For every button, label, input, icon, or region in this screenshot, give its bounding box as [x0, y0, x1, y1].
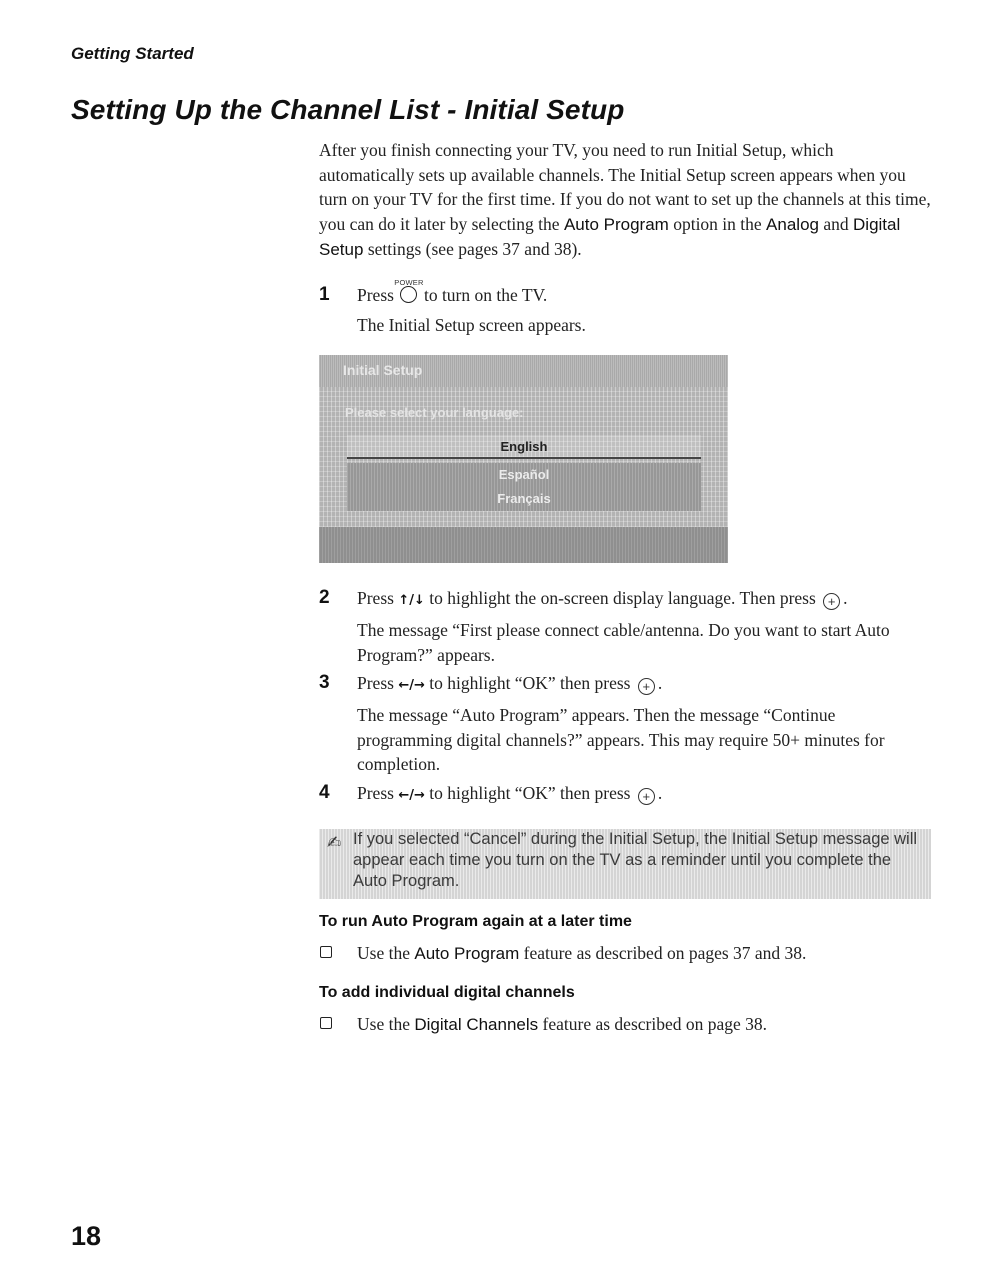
step-text: to highlight “OK” then press [429, 783, 631, 803]
step-text: Press [357, 673, 394, 693]
bullet-auto-program [319, 941, 939, 967]
step-2 [319, 586, 939, 666]
step-text: to highlight the on-screen display language. Then press [429, 588, 816, 608]
language-option-francais[interactable]: Français [347, 487, 701, 511]
note-box [319, 829, 931, 899]
step-text: Press [357, 285, 394, 305]
step-result: The message “First please connect cable/antenna. Do you want to start Auto Program?” appears. [357, 620, 890, 665]
power-button-icon [394, 278, 424, 304]
tv-header [319, 355, 728, 387]
note-pencil-icon: ✍ [327, 833, 342, 853]
page-title: Setting Up the Channel List - Initial Setup [71, 94, 625, 125]
left-right-arrows-icon: ←/→ [398, 678, 425, 693]
step-text: . [843, 588, 848, 608]
step-4 [319, 781, 939, 811]
power-circle-icon [400, 286, 417, 303]
term-analog: Analog [766, 214, 819, 234]
left-right-arrows-icon: ←/→ [398, 788, 425, 803]
subheading-auto-program: To run Auto Program again at a later time [319, 913, 632, 930]
tv-footer [319, 527, 728, 563]
language-option-espanol[interactable]: Español [347, 463, 701, 487]
intro-text: settings (see pages 37 and 38). [363, 239, 582, 259]
step-result: The Initial Setup screen appears. [357, 315, 586, 335]
intro-text: and [818, 213, 854, 234]
bullet-text [357, 1012, 767, 1038]
step-number: 2 [319, 587, 330, 608]
step-text: to turn on the TV. [423, 285, 548, 305]
tv-prompt: Please select your language: [345, 405, 524, 420]
power-label: POWER [394, 278, 424, 287]
checkbox-bullet-icon [320, 946, 332, 958]
section-label: Getting Started [71, 44, 194, 63]
step-text: Press [357, 588, 394, 608]
step-number: 4 [319, 782, 330, 803]
page-number: 18 [71, 1221, 102, 1251]
step-number: 3 [319, 672, 330, 693]
step-instruction [357, 781, 662, 809]
bullet-text-part: Use the [357, 1014, 415, 1034]
note-text: If you selected “Cancel” during the Initial Setup, the Initial Setup message will appear each time you turn on the TV as a reminder until you complete the Auto Program. [353, 830, 918, 890]
step-text: . [657, 783, 663, 803]
term-digital-channels: Digital Channels [414, 1015, 539, 1034]
intro-text: option in the [668, 213, 767, 234]
tv-body [319, 387, 728, 527]
bullet-text-part: Use the [357, 943, 415, 963]
step-instruction [357, 586, 848, 614]
bullet-text-part: feature as described on page 38. [538, 1014, 768, 1034]
step-text: to highlight “OK” then press [429, 673, 631, 693]
tv-screen-title: Initial Setup [343, 362, 423, 378]
intro-text: After you finish connecting your TV, you need to run Initial Setup, which automatically sets up available channels. The Initial Setup screen appears when you turn on your TV for the first time. If you do not want to set up the channels at this time, you can do it later by selecting the [319, 140, 931, 234]
step-result: The message “Auto Program” appears. Then the message “Continue programming digital channels?” appears. This may require 50+ minutes for completion. [357, 705, 885, 774]
term-auto-program: Auto Program [563, 214, 669, 234]
bullet-text [357, 941, 806, 967]
intro-paragraph [319, 138, 931, 263]
language-option-english[interactable]: English [347, 435, 701, 459]
language-list [347, 433, 701, 515]
tv-initial-setup-screen [319, 355, 728, 563]
term-digital-setup: Digital Setup [319, 214, 901, 259]
checkbox-bullet-icon [320, 1017, 332, 1029]
bullet-digital-channels [319, 1012, 939, 1038]
up-down-arrows-icon: ↑/↓ [398, 593, 425, 608]
subheading-digital-channels: To add individual digital channels [319, 984, 575, 1001]
term-auto-program: Auto Program [414, 944, 520, 963]
step-instruction [357, 671, 662, 699]
enter-button-icon: + [638, 678, 655, 695]
step-text: . [657, 673, 663, 693]
step-1 [319, 278, 939, 343]
enter-button-icon: + [638, 788, 655, 805]
step-number: 1 [319, 284, 330, 305]
bullet-text-part: feature as described on pages 37 and 38. [519, 943, 807, 963]
enter-button-icon: + [823, 593, 840, 610]
step-instruction [357, 278, 548, 308]
step-text: Press [357, 783, 394, 803]
